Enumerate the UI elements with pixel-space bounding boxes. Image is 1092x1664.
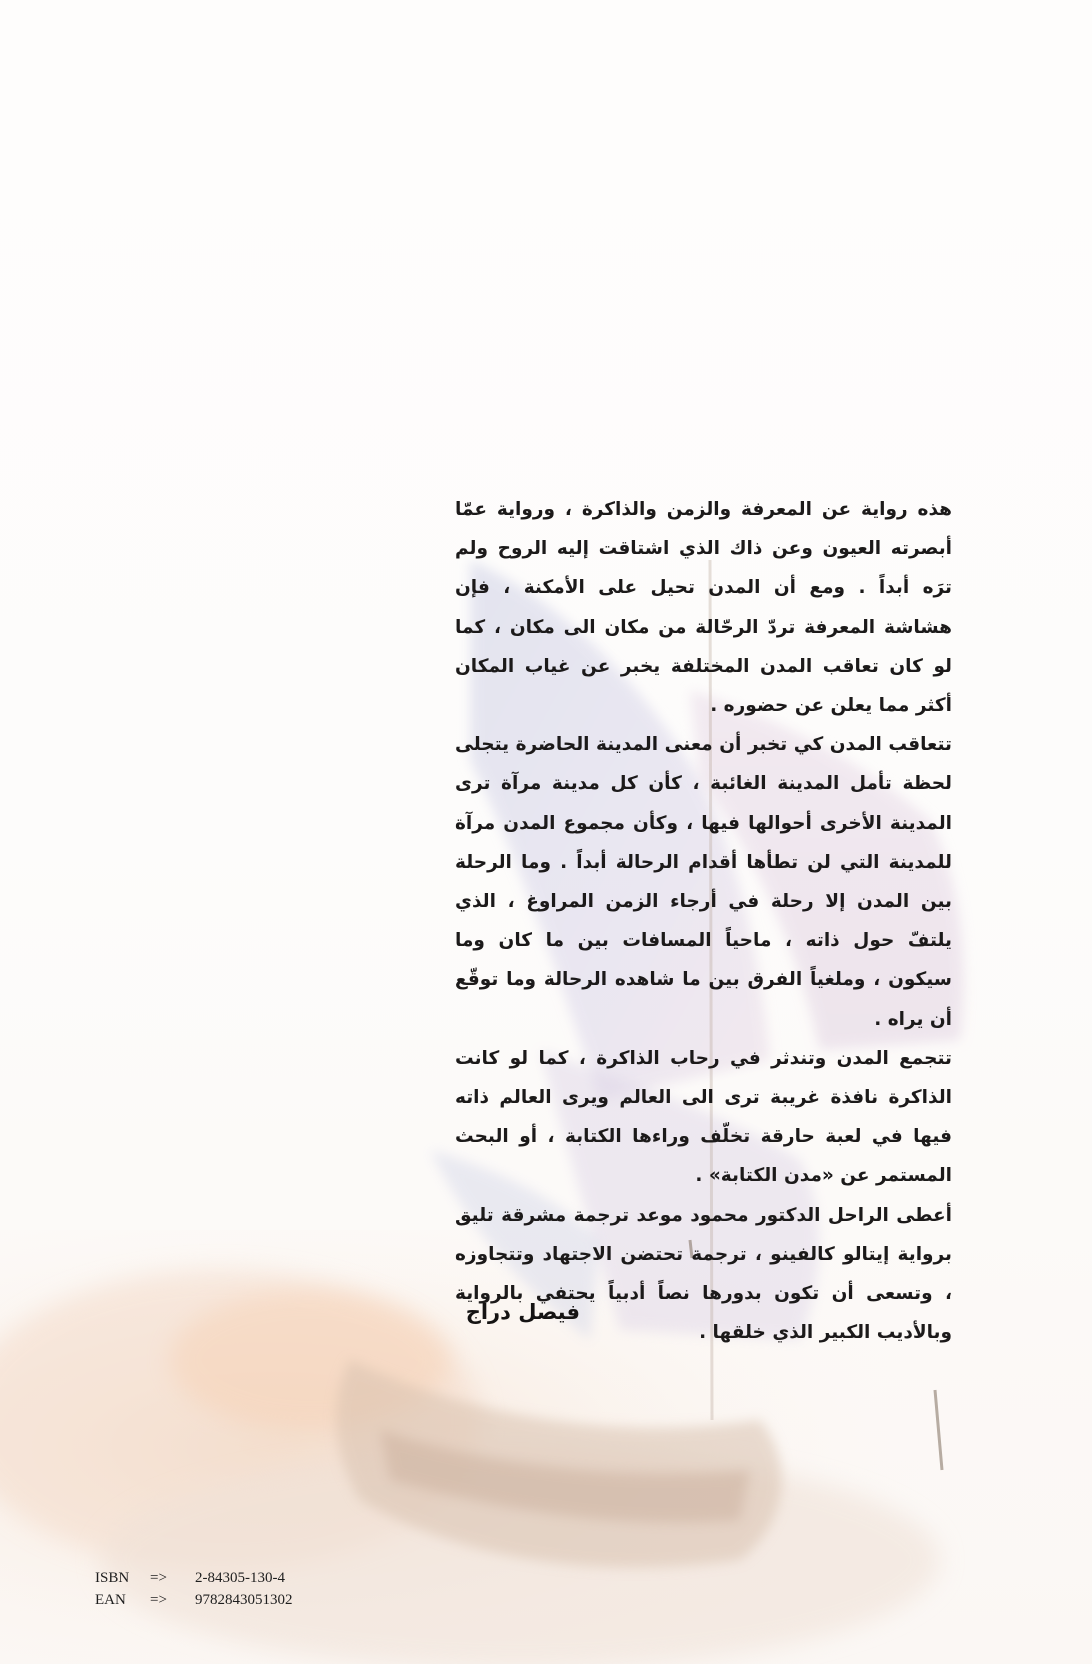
blurb-paragraph-1: هذه رواية عن المعرفة والزمن والذاكرة ، ورواية عمّا أبصرته العيون وعن ذاك الذي اشتاقت إليه الروح ولم ترَه أبداً . ومع أن المدن تحيل على الأمكنة ، فإن هشاشة المعرفة تردّ الرحّالة من مكان الى مكان ، كما لو كان تعاقب المدن المختلفة يخبر عن غياب المكان أكثر مما يعلن عن حضوره . [455,499,952,717]
isbn-value: 2-84305-130-4 [195,1570,285,1586]
author-signature: فيصل دراج [465,1300,580,1324]
blurb-paragraph-4: أعطى الراحل الدكتور محمود موعد ترجمة مشرقة تليق برواية إيتالو كالفينو ، ترجمة تحتضن الاجتهاد وتتجاوزه ، وتسعى أن تكون بدورها نصاً أدبياً يحتفي بالرواية وبالأديب الكبير الذي خلقها . [455,1204,952,1344]
ean-label: EAN [95,1592,126,1608]
isbn-row [95,1567,293,1589]
isbn-arrow: => [150,1570,167,1586]
isbn-label: ISBN [95,1570,130,1586]
blurb-paragraph-3: تتجمع المدن وتندثر في رحاب الذاكرة ، كما لو كانت الذاكرة نافذة غريبة ترى الى العالم ويرى العالم ذاته فيها في لعبة حارقة تخلّف وراءها الكتابة ، أو البحث المستمر عن «مدن الكتابة» . [455,1047,952,1187]
blurb-paragraph-2: تتعاقب المدن كي تخبر أن معنى المدينة الحاضرة يتجلى لحظة تأمل المدينة الغائبة ، كأن كل مدينة مرآة ترى المدينة الأخرى أحوالها فيها ، وكأن مجموع المدن مرآة للمدينة التي لن تطأها أقدام الرحالة أبداً . وما الرحلة بين المدن إلا رحلة في أرجاء الزمن المراوغ ، الذي يلتفّ حول ذاته ، ماحياً المسافات بين ما كان وما سيكون ، وملغياً الفرق بين ما شاهده الرحالة وما توقّع أن يراه . [455,734,952,1030]
ean-value: 9782843051302 [195,1592,293,1608]
ean-arrow: => [150,1592,167,1608]
ean-row [95,1589,293,1611]
book-description [455,490,952,1352]
isbn-ean-block [95,1567,293,1611]
